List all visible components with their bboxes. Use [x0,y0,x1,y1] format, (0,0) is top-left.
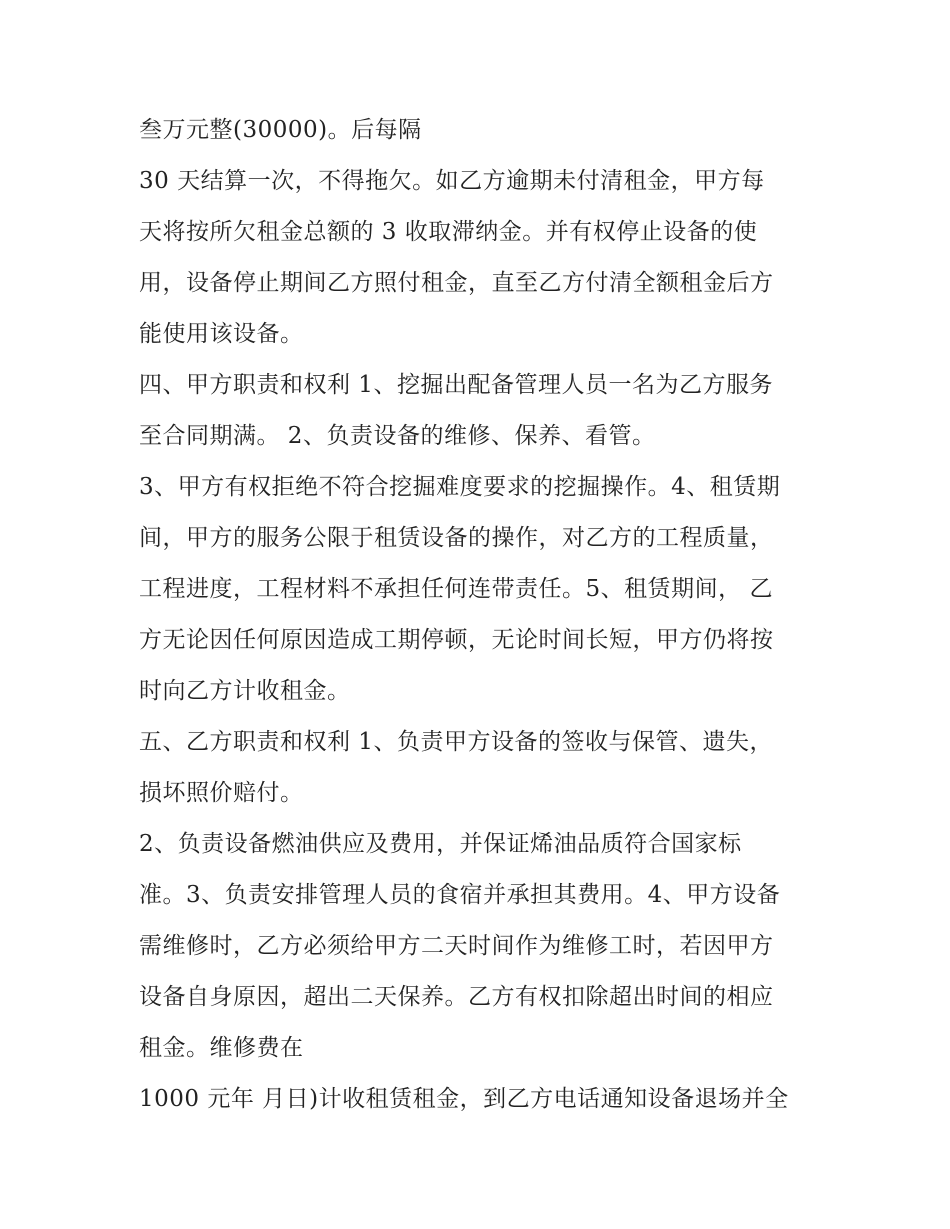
text-line: 2、负责设备燃油供应及费用，并保证烯油品质符合国家标 [139,831,742,857]
document-body [139,105,819,1125]
text-line: 四、甲方职责和权利 1、挖掘出配备管理人员一名为乙方服务 [139,372,773,398]
text-line: 用，设备停止期间乙方照付租金，直至乙方付清全额租金后方 [139,270,774,296]
text-line: 时向乙方计收租金。 [139,678,351,704]
text-line: 工程进度，工程材料不承担任何连带责任。5、租赁期间， 乙 [139,576,773,602]
text-line: 设备自身原因，超出二天保养。乙方有权扣除超出时间的相应 [139,984,774,1010]
text-line: 间，甲方的服务公限于租赁设备的操作，对乙方的工程质量， [139,525,774,551]
text-line: 损坏照价赔付。 [139,780,304,806]
text-line: 租金。维修费在 [139,1035,304,1061]
text-line: 叁万元整(30000)。后每隔 [139,117,422,143]
text-line: 30 天结算一次，不得拖欠。如乙方逾期未付清租金，甲方每 [139,168,765,194]
text-line: 天将按所欠租金总额的 3 收取滞纳金。并有权停止设备的使 [139,219,758,245]
text-line: 至合同期满。 2、负责设备的维修、保养、看管。 [139,423,656,449]
text-line: 准。3、负责安排管理人员的食宿并承担其费用。4、甲方设备 [139,882,781,908]
text-line: 方无论因任何原因造成工期停顿，无论时间长短，甲方仍将按 [139,627,774,653]
text-line: 需维修时，乙方必须给甲方二天时间作为维修工时，若因甲方 [139,933,774,959]
text-line: 3、甲方有权拒绝不符合挖掘难度要求的挖掘操作。4、租赁期 [139,474,781,500]
text-line: 能使用该设备。 [139,321,304,347]
text-line: 五、乙方职责和权利 1、负责甲方设备的签收与保管、遗失， [139,729,773,755]
text-line: 1000 元年 月日)计收租赁租金，到乙方电话通知设备退场并全 [139,1086,789,1112]
